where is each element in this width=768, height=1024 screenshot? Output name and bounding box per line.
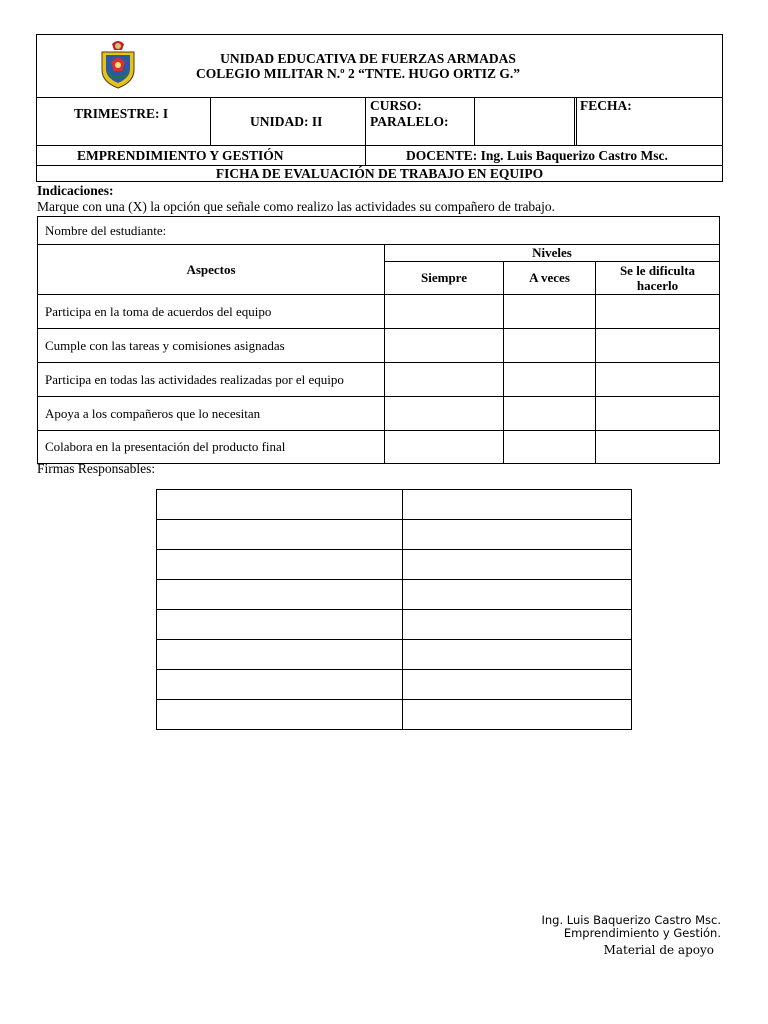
mark-cell[interactable] bbox=[596, 431, 720, 464]
aspect-label: Colabora en la presentación del producto final bbox=[38, 431, 385, 464]
signature-cell[interactable] bbox=[157, 640, 403, 670]
paralelo-label: PARALELO: bbox=[370, 114, 449, 129]
signature-cell[interactable] bbox=[157, 520, 403, 550]
aspect-label: Participa en todas las actividades realizadas por el equipo bbox=[38, 363, 385, 397]
signature-cell[interactable] bbox=[157, 550, 403, 580]
signature-cell[interactable] bbox=[403, 490, 632, 520]
table-row bbox=[38, 431, 720, 464]
mark-cell[interactable] bbox=[596, 329, 720, 363]
mark-cell[interactable] bbox=[504, 397, 596, 431]
mark-cell[interactable] bbox=[596, 397, 720, 431]
header-divider bbox=[365, 97, 366, 145]
aspect-label: Cumple con las tareas y comisiones asignadas bbox=[38, 329, 385, 363]
college-name: COLEGIO MILITAR N.º 2 “TNTE. HUGO ORTIZ G.” bbox=[195, 66, 521, 81]
table-row bbox=[157, 490, 632, 520]
mark-cell[interactable] bbox=[385, 363, 504, 397]
student-name-label: Nombre del estudiante: bbox=[45, 222, 167, 238]
table-row bbox=[157, 580, 632, 610]
mark-cell[interactable] bbox=[504, 329, 596, 363]
teacher-label: DOCENTE: Ing. Luis Baquerizo Castro Msc. bbox=[406, 148, 668, 163]
signature-cell[interactable] bbox=[403, 550, 632, 580]
table-row bbox=[157, 610, 632, 640]
table-row bbox=[38, 295, 720, 329]
signature-cell[interactable] bbox=[403, 670, 632, 700]
levels-header: Niveles bbox=[385, 245, 720, 262]
footer-author: Ing. Luis Baquerizo Castro Msc. bbox=[541, 913, 721, 927]
mark-cell[interactable] bbox=[596, 363, 720, 397]
table-row bbox=[38, 329, 720, 363]
level-header: Siempre bbox=[385, 262, 504, 295]
evaluation-table bbox=[37, 216, 720, 464]
table-row bbox=[38, 363, 720, 397]
student-name-cell[interactable] bbox=[38, 217, 720, 245]
mark-cell[interactable] bbox=[596, 295, 720, 329]
signature-cell[interactable] bbox=[157, 580, 403, 610]
signature-cell[interactable] bbox=[157, 490, 403, 520]
header-divider bbox=[365, 145, 366, 165]
mark-cell[interactable] bbox=[385, 329, 504, 363]
signature-cell[interactable] bbox=[157, 700, 403, 730]
table-row bbox=[157, 670, 632, 700]
footer-note: Material de apoyo bbox=[603, 943, 714, 957]
unidad-label: UNIDAD: II bbox=[250, 114, 323, 129]
mark-cell[interactable] bbox=[385, 397, 504, 431]
mark-cell[interactable] bbox=[504, 295, 596, 329]
mark-cell[interactable] bbox=[385, 431, 504, 464]
signature-cell[interactable] bbox=[403, 640, 632, 670]
header-divider bbox=[574, 97, 575, 145]
mark-cell[interactable] bbox=[504, 431, 596, 464]
signature-cell[interactable] bbox=[157, 610, 403, 640]
footer-subject: Emprendimiento y Gestión. bbox=[563, 926, 721, 940]
table-row bbox=[38, 397, 720, 431]
signatures-label: Firmas Responsables: bbox=[37, 461, 156, 476]
curso-label: CURSO: bbox=[370, 98, 422, 113]
signature-cell[interactable] bbox=[403, 520, 632, 550]
table-row bbox=[157, 700, 632, 730]
trimestre-label: TRIMESTRE: I bbox=[74, 106, 169, 121]
fecha-label: FECHA: bbox=[580, 98, 632, 113]
signature-cell[interactable] bbox=[157, 670, 403, 700]
aspects-header: Aspectos bbox=[38, 245, 385, 295]
instructions-heading: Indicaciones: bbox=[37, 183, 114, 198]
table-row bbox=[157, 640, 632, 670]
signature-cell[interactable] bbox=[403, 610, 632, 640]
signatures-table bbox=[156, 489, 632, 730]
institution-name: UNIDAD EDUCATIVA DE FUERZAS ARMADAS bbox=[220, 51, 516, 66]
signature-cell[interactable] bbox=[403, 580, 632, 610]
header-divider bbox=[210, 97, 211, 145]
table-row bbox=[157, 520, 632, 550]
subject-label: EMPRENDIMIENTO Y GESTIÓN bbox=[77, 148, 284, 163]
level-header: Se le dificulta hacerlo bbox=[596, 262, 720, 295]
mark-cell[interactable] bbox=[504, 363, 596, 397]
table-row bbox=[157, 550, 632, 580]
mark-cell[interactable] bbox=[385, 295, 504, 329]
aspect-label: Participa en la toma de acuerdos del equipo bbox=[38, 295, 385, 329]
header-divider bbox=[36, 145, 723, 146]
instructions-text: Marque con una (X) la opción que señale como realizo las actividades su compañero de trabajo. bbox=[37, 199, 556, 214]
header-divider bbox=[576, 97, 577, 145]
aspect-label: Apoya a los compañeros que lo necesitan bbox=[38, 397, 385, 431]
form-title: FICHA DE EVALUACIÓN DE TRABAJO EN EQUIPO bbox=[215, 166, 544, 181]
signature-cell[interactable] bbox=[403, 700, 632, 730]
level-header: A veces bbox=[504, 262, 596, 295]
header-divider bbox=[474, 97, 475, 145]
